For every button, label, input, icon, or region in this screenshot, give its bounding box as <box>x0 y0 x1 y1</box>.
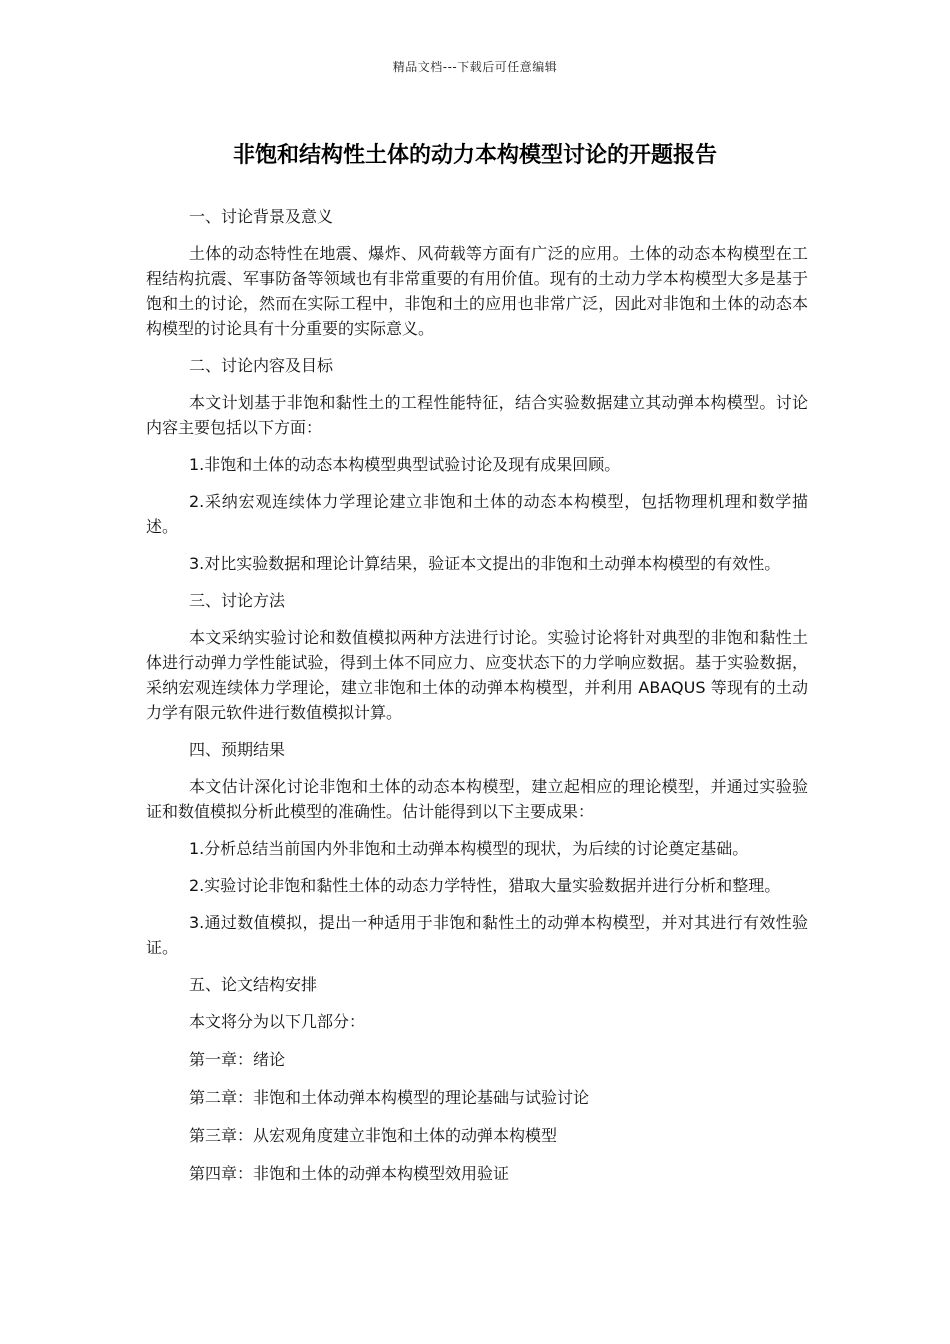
paragraph-method: 本文采纳实验讨论和数值模拟两种方法进行讨论。实验讨论将针对典型的非饱和黏性土体进行动弹力学性能试验，得到土体不同应力、应变状态下的力学响应数据。基于实验数据，采纳宏观连续体力学理论，建立非饱和土体的动弹本构模型，并利用 ABAQUS 等现有的土动力学有限元软件进行数值模拟计算。 <box>146 628 808 722</box>
chapter-item-2: 第二章：非饱和土体动弹本构模型的理论基础与试验讨论 <box>189 1088 590 1107</box>
chapter-item-3: 第三章：从宏观角度建立非饱和土体的动弹本构模型 <box>189 1126 558 1145</box>
list-item-results-3: 3.通过数值模拟，提出一种适用于非饱和黏性土的动弹本构模型，并对其进行有效性验证。 <box>146 913 808 957</box>
paragraph-results-intro: 本文估计深化讨论非饱和土体的动态本构模型，建立起相应的理论模型，并通过实验验证和数值模拟分析此模型的准确性。估计能得到以下主要成果： <box>146 777 808 821</box>
list-item-content-1: 1.非饱和土体的动态本构模型典型试验讨论及现有成果回顾。 <box>189 455 621 474</box>
paragraph-background: 土体的动态特性在地震、爆炸、风荷载等方面有广泛的应用。土体的动态本构模型在工程结构抗震、军事防备等领域也有非常重要的有用价值。现有的土动力学本构模型大多是基于饱和土的讨论，然而在实际工程中，非饱和土的应用也非常广泛，因此对非饱和土体的动态本构模型的讨论具有十分重要的实际意义。 <box>146 244 808 338</box>
chapter-item-1: 第一章：绪论 <box>189 1050 286 1069</box>
section-heading-content: 二、讨论内容及目标 <box>189 356 334 375</box>
paragraph-structure-intro: 本文将分为以下几部分： <box>189 1012 366 1031</box>
list-item-content-3: 3.对比实验数据和理论计算结果，验证本文提出的非饱和土动弹本构模型的有效性。 <box>189 554 781 573</box>
document-title: 非饱和结构性土体的动力本构模型讨论的开题报告 <box>232 143 717 168</box>
section-heading-structure: 五、论文结构安排 <box>189 975 318 994</box>
paragraph-content-intro: 本文计划基于非饱和黏性土的工程性能特征，结合实验数据建立其动弹本构模型。讨论内容主要包括以下方面： <box>146 393 808 437</box>
page-header: 精品文档---下载后可任意编辑 <box>392 60 558 74</box>
chapter-item-4: 第四章：非饱和土体的动弹本构模型效用验证 <box>189 1164 510 1183</box>
section-heading-method: 三、讨论方法 <box>189 591 286 610</box>
list-item-results-1: 1.分析总结当前国内外非饱和土动弹本构模型的现状，为后续的讨论奠定基础。 <box>189 839 749 858</box>
section-heading-results: 四、预期结果 <box>189 740 286 759</box>
list-item-results-2: 2.实验讨论非饱和黏性土体的动态力学特性，猎取大量实验数据并进行分析和整理。 <box>189 876 781 895</box>
section-heading-background: 一、讨论背景及意义 <box>189 207 334 226</box>
document-body <box>146 204 808 1199</box>
list-item-content-2: 2.采纳宏观连续体力学理论建立非饱和土体的动态本构模型，包括物理机理和数学描述。 <box>146 492 808 536</box>
